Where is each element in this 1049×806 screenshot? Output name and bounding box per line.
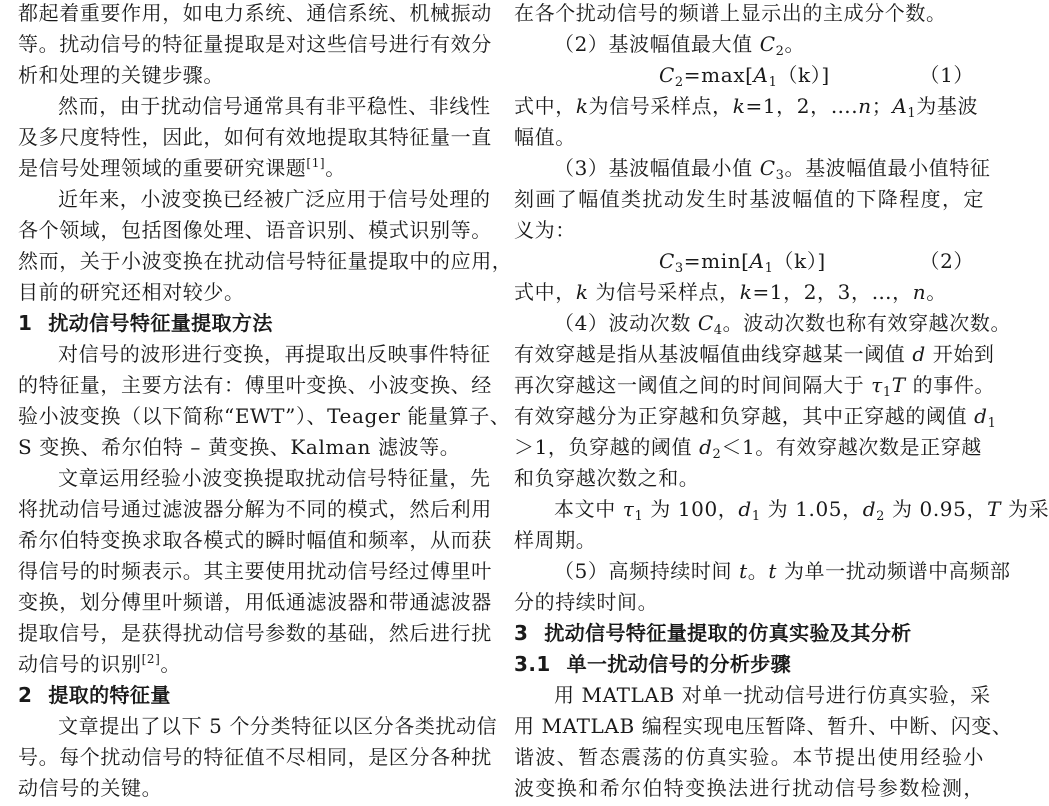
paragraph-line: 得信号的时频表示。其主要使用扰动信号经过傅里叶: [18, 559, 492, 583]
citation-ref-2: [2]: [141, 652, 161, 666]
line-text: 再次穿越这一阈值之间的时间间隔大于: [514, 373, 872, 397]
equation-body: [659, 60, 830, 91]
line-text: 本文中: [554, 497, 623, 521]
paragraph-line: 希尔伯特变换求取各模式的瞬时幅值和频率，从而获: [18, 528, 492, 552]
paragraph-line: [18, 153, 488, 184]
equation-number: （2）: [919, 249, 974, 273]
paragraph-line: [514, 401, 997, 432]
variable: d: [974, 404, 988, 428]
section-number: 3.1: [514, 652, 551, 676]
paragraph-line: [514, 339, 995, 370]
variable: C: [659, 249, 675, 273]
line-text: =min[: [683, 249, 750, 273]
paragraph-line: 各个领域，包括图像处理、语音识别、模式识别等。: [18, 218, 492, 242]
equation-body: [659, 246, 826, 277]
paragraph-line: 近年来，小波变换已经被广泛应用于信号处理的: [58, 187, 491, 211]
line-text: （5）高频持续时间: [554, 559, 740, 583]
paragraph-line: 刻画了幅值类扰动发生时基波幅值的下降程度，定: [514, 187, 984, 211]
variable: k: [575, 280, 589, 304]
line-text: 。: [784, 32, 806, 56]
paragraph-line: [554, 494, 1049, 525]
variable: t: [739, 559, 748, 583]
variable: A: [753, 63, 769, 87]
line-text: 动信号的识别: [18, 652, 142, 676]
paragraph-line: 谐波、暂态震荡的仿真实验。本节提出使用经验小: [514, 745, 984, 769]
paragraph-line: 变换，划分傅里叶频谱，用低通滤波器和带通滤波器: [18, 590, 492, 614]
variable: k: [575, 94, 589, 118]
feature-2-title: [554, 29, 984, 60]
line-text: 为信号采样点，: [588, 280, 740, 304]
section-number: 3: [514, 621, 529, 645]
subscript: 2: [712, 447, 722, 462]
section-title: 提取的特征量: [48, 683, 171, 707]
line-text: =1，2，….: [745, 94, 859, 118]
paragraph-line: 文章提出了以下 5 个分类特征以区分各类扰动信: [58, 714, 498, 738]
paragraph-line: 对信号的波形进行变换，再提取出反映事件特征: [58, 342, 491, 366]
equation-number: （1）: [919, 63, 974, 87]
paragraph-line: 号。每个扰动信号的特征值不尽相同，是区分各种扰: [18, 745, 492, 769]
variable: n: [912, 280, 927, 304]
line-text: 式中，: [514, 280, 576, 304]
paragraph-line: 验小波变换（以下简称“EWT”）、Teager 能量算子、: [18, 404, 511, 428]
section-heading-2: [18, 680, 488, 711]
line-text: 为 100，: [643, 497, 739, 521]
variable: k: [739, 280, 753, 304]
paragraph-line: 及多尺度特性，因此，如何有效地提取其特征量一直: [18, 125, 492, 149]
paragraph-line: 动信号的关键。: [18, 776, 163, 800]
line-text: =1，2，3，…，: [752, 280, 913, 304]
section-heading-3-1: [514, 649, 984, 680]
subscript: 2: [775, 44, 785, 59]
line-text: 为基波: [916, 94, 979, 118]
paragraph-line: 在各个扰动信号的频谱上显示出的主成分个数。: [514, 1, 947, 25]
line-text: 。: [160, 652, 182, 676]
subscript: 2: [674, 75, 684, 90]
line-text: 。: [747, 559, 769, 583]
paragraph-line: [514, 432, 984, 463]
paragraph-line: 波变换和希尔伯特变换法进行扰动信号参数检测，: [514, 776, 984, 800]
variable: d: [862, 497, 877, 521]
line-text: 的事件。: [905, 373, 996, 397]
subscript: 3: [775, 168, 785, 183]
citation-ref-1: [1]: [306, 156, 326, 170]
line-text: ＜1。有效穿越次数是正穿越: [721, 435, 982, 459]
section-title: 单一扰动信号的分析步骤: [566, 652, 792, 676]
line-text: 。基波幅值最小值特征: [784, 156, 991, 180]
paragraph-line: [514, 91, 984, 122]
paragraph-line: 和负穿越次数之和。: [514, 466, 700, 490]
feature-5-title: [554, 556, 1011, 587]
paragraph-line: 析和处理的关键步骤。: [18, 63, 224, 87]
line-text: 为信号采样点，: [588, 94, 733, 118]
paragraph-line: S 变换、希尔伯特 – 黄变换、Kalman 滤波等。: [18, 435, 461, 459]
line-text: 开始到: [925, 342, 995, 366]
equation-1: [514, 60, 984, 91]
variable: C: [697, 311, 714, 335]
equation-2: [514, 246, 984, 277]
variable: τ: [871, 373, 883, 397]
paragraph-line: [514, 277, 984, 308]
variable: t: [768, 559, 777, 583]
feature-3-title: [554, 153, 991, 184]
section-number: 1: [18, 311, 33, 335]
variable: T: [891, 373, 906, 397]
subscript: 1: [987, 416, 997, 431]
variable: C: [759, 32, 776, 56]
paragraph-line: 用 MATLAB 对单一扰动信号进行仿真实验，采: [554, 683, 991, 707]
line-text: 为单一扰动频谱中高频部: [776, 559, 1011, 583]
line-text: 有效穿越是指从基波幅值曲线穿越某一阈值: [514, 342, 913, 366]
paragraph-line: 提取信号，是获得扰动信号参数的基础，然后进行扰: [18, 621, 492, 645]
section-title: 扰动信号特征量提取的仿真实验及其分析: [544, 621, 912, 645]
section-title: 扰动信号特征量提取方法: [48, 311, 273, 335]
paragraph-line: [18, 649, 488, 680]
line-text: ＞1，负穿越的阈值: [514, 435, 700, 459]
variable: d: [912, 342, 926, 366]
subscript: 3: [674, 261, 684, 276]
variable: T: [987, 497, 1002, 521]
line-text: （2）基波幅值最大值: [554, 32, 760, 56]
subscript: 1: [907, 106, 917, 121]
line-text: 。: [325, 156, 346, 180]
paragraph-line: 样周期。: [514, 528, 597, 552]
subscript: 1: [634, 509, 644, 524]
paragraph-line: 文章运用经验小波变换提取扰动信号特征量，先: [58, 466, 491, 490]
paragraph-line: 义为：: [514, 218, 576, 242]
paragraph-line: 分的持续时间。: [514, 590, 659, 614]
line-text: （3）基波幅值最小值: [554, 156, 760, 180]
subscript: 1: [768, 75, 778, 90]
subscript: 1: [882, 385, 892, 400]
line-text: （4）波动次数: [554, 311, 698, 335]
variable: C: [659, 63, 675, 87]
variable: τ: [622, 497, 635, 521]
paragraph-line: 将扰动信号通过滤波器分解为不同的模式，然后利用: [18, 497, 492, 521]
feature-4-title: [554, 308, 1012, 339]
line-text: 有效穿越分为正穿越和负穿越，其中正穿越的阈值: [514, 404, 975, 428]
line-text: ；: [871, 94, 893, 118]
paragraph-line: [514, 370, 996, 401]
section-number: 2: [18, 683, 33, 707]
subscript: 1: [764, 261, 774, 276]
variable: k: [732, 94, 746, 118]
paragraph-line: 用 MATLAB 编程实现电压暂降、暂升、中断、闪变、: [514, 714, 1013, 738]
line-text: （k）]: [777, 63, 830, 87]
paragraph-line: 等。扰动信号的特征量提取是对这些信号进行有效分: [18, 32, 492, 56]
line-text: 是信号处理领域的重要研究课题: [18, 156, 307, 180]
variable: d: [738, 497, 752, 521]
line-text: =max[: [683, 63, 754, 87]
paragraph-line: 的特征量，主要方法有：傅里叶变换、小波变换、经: [18, 373, 492, 397]
line-text: 。: [926, 280, 947, 304]
variable: n: [858, 94, 872, 118]
paragraph-line: 都起着重要作用，如电力系统、通信系统、机械振动: [18, 1, 492, 25]
variable: d: [699, 435, 713, 459]
variable: A: [749, 249, 765, 273]
paragraph-line: 然而，由于扰动信号通常具有非平稳性、非线性: [58, 94, 491, 118]
line-text: （k）]: [773, 249, 826, 273]
line-text: 式中，: [514, 94, 576, 118]
paragraph-line: 然而，关于小波变换在扰动信号特征量提取中的应用，: [18, 249, 513, 273]
variable: A: [892, 94, 908, 118]
line-text: 为 0.95，: [885, 497, 988, 521]
section-heading-3: [514, 618, 984, 649]
section-heading-1: [18, 308, 488, 339]
paragraph-line: 幅值。: [514, 125, 576, 149]
line-text: 。波动次数也称有效穿越次数。: [722, 311, 1012, 335]
paragraph-line: 目前的研究还相对较少。: [18, 280, 245, 304]
line-text: 为 1.05，: [760, 497, 863, 521]
line-text: 为采: [1001, 497, 1049, 521]
variable: C: [759, 156, 776, 180]
subscript: 1: [751, 509, 761, 524]
subscript: 2: [876, 509, 886, 524]
subscript: 4: [713, 323, 723, 338]
